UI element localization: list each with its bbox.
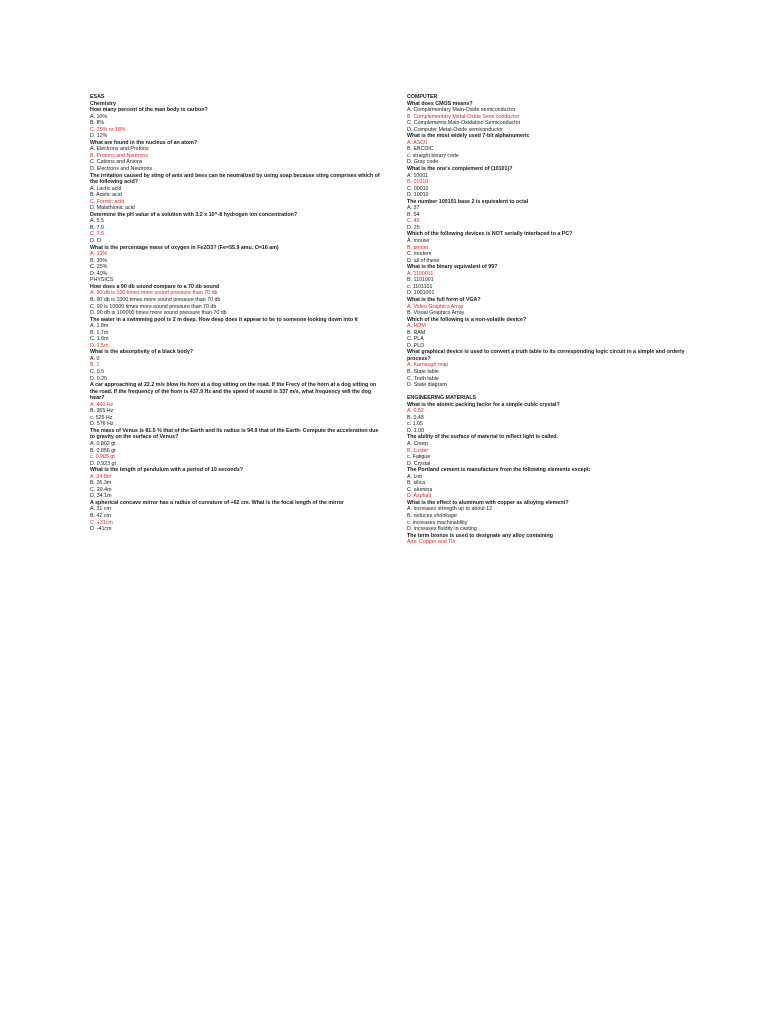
right-question-line: Which of the following is a non-volatile device? — [407, 316, 527, 323]
left-option-line: D. 40% — [90, 270, 108, 277]
right-question-line: What is the binary equivalent of 99? — [407, 264, 498, 271]
right-option-line: A. 37 — [407, 205, 420, 212]
right-question-line: What is the full form of VGA? — [407, 296, 481, 303]
right-option-line: C. PLA — [407, 336, 424, 343]
left-option-line: C. 0.5 — [90, 368, 105, 375]
left-answer-line: C. Formic acid — [90, 198, 125, 205]
right-option-line: A. mouse — [407, 238, 430, 245]
right-option-line: D. increases fluidity in casting — [407, 526, 477, 533]
right-option-line: B. EBCDIC — [407, 146, 434, 153]
left-option-line: A. 0.802 gt — [90, 440, 116, 447]
left-option-line: D. O — [90, 238, 101, 245]
right-answer-line: B. 01010 — [407, 179, 429, 186]
right-option-line: A. Complementary Main-Oxide semiconductor — [407, 107, 516, 114]
left-option-line: B. 8% — [90, 120, 105, 127]
right-question-line: COMPUTER — [407, 94, 438, 100]
left-answer-line: C. 7.5 — [90, 231, 105, 238]
right-option-line: c. Fatigue — [407, 454, 431, 461]
left-option-line: B. 30% — [90, 257, 108, 264]
left-option-line: A. 1.8m — [90, 323, 109, 330]
right-answer-line: B. Luster — [407, 447, 429, 454]
right-answer-line: A. 1100011 — [407, 270, 434, 277]
left-option-line: D. -41cm — [90, 526, 112, 533]
right-option-line: A. Lim — [407, 473, 423, 480]
left-option-line: C. Cations and Anions — [90, 159, 143, 166]
left-question-line: ESAS — [90, 94, 105, 100]
right-option-line: c. straight binary code — [407, 152, 459, 159]
left-option-line: B. 7.9 — [90, 224, 104, 231]
right-question-line: What is the effect to aluminum with copper as alloying element? — [407, 499, 569, 506]
right-option-line: C. alumina — [407, 486, 433, 493]
right-option-line: B. State table — [407, 368, 439, 375]
right-option-line: B. reduces shrinkage — [407, 513, 457, 519]
right-option-line: B. RAM — [407, 329, 426, 336]
left-question-line: What are found in the nucleus of an atom? — [90, 139, 198, 146]
left-option-line: A. 10% — [90, 113, 108, 120]
right-column — [407, 94, 687, 546]
right-question-line: Which of the following devices is NOT serially interfaced to a PC? — [407, 231, 573, 238]
right-option-line: B. 1101001 — [407, 277, 434, 284]
left-question-line: What is the percentage mass of oxygen in Fe2O3? (Fe=55.9 amu. O=16 am) — [90, 244, 279, 251]
left-answer-line: A. 90 db is 100 times more sound pressure than 70 db — [90, 290, 218, 297]
right-option-line: D. 1001001 — [407, 290, 435, 297]
left-option-line: D. 0.923 gt — [90, 460, 116, 467]
left-option-line: B. 365 Hz — [90, 408, 114, 415]
right-option-line: B. 0.48 — [407, 414, 424, 421]
left-option-line: D. 576 Hz — [90, 421, 114, 428]
left-answer-line: A. 10% — [90, 251, 108, 258]
right-option-line: C. 00010 — [407, 185, 429, 192]
left-option-line: B. 0.856 gt — [90, 447, 116, 454]
left-option-line: C. 90 is 10000 times more sound pressure than 70 db — [90, 303, 217, 310]
right-option-line: B. silica — [407, 480, 426, 487]
right-option-line: D. Gray code — [407, 159, 439, 166]
right-answer-line: A. Video Graphics Array — [407, 303, 464, 310]
right-question-line: What is the most widely used 7-bit alphanumeric — [407, 133, 530, 140]
left-question-line: A spherical concave mirror has a radius of curvature of +62 cm. What is the focal length of the mirror — [90, 499, 344, 506]
left-question-line: The mass of Venus is 81.5 % that of the Earth and its radius is 94.9 that of the Earth- Compute the acceleration due to gravity on the surface of Venus? — [90, 427, 379, 441]
left-question-line: What is the absorptivity of a black body? — [90, 349, 194, 356]
right-answer-line: Ans: Copper and Tin — [407, 539, 456, 546]
right-answer-line: A. Karnaugh map — [407, 362, 449, 369]
left-option-line: B. Acetic acid — [90, 192, 122, 199]
right-option-line: C. modem — [407, 251, 432, 258]
right-answer-line: A. ROM — [407, 323, 426, 330]
left-option-line: D. 90 db is 100000 times more sound pressure than 70 db — [90, 310, 227, 317]
left-option-line: A. 0 — [90, 355, 100, 362]
left-question-line: What is the length of pendulum with a period of 10 seconds? — [90, 467, 244, 474]
left-option-line: D. 0.25 — [90, 375, 108, 382]
left-option-line: D. 12% — [90, 133, 108, 140]
right-option-line: D. Computer Metal-Oxide semiconductor — [407, 126, 503, 133]
right-option-line: D. all of these — [407, 257, 440, 264]
left-answer-line: B. Protons and Neutrons — [90, 152, 149, 159]
left-option-line: D. 34.1m — [90, 493, 112, 500]
right-option-line: C. Complements Main-Oxidation Semiconductor — [407, 120, 521, 127]
left-question-line: The irritation caused by sting of ants and bees can be neutralized by using soap because sting comprises which of the following acid? — [90, 172, 380, 186]
right-question-line: The ability of the surface of material to reflect light is called. — [407, 434, 558, 441]
right-question-line: ENGINEERING MATERIALS — [407, 395, 477, 402]
right-question-line: What is the atomic packing factor for a simple cubic crystal? — [407, 401, 560, 408]
right-question-line: What graphical device is used to convert a truth table to its corresponding logic circuit in a simple and orderly process? — [407, 349, 685, 362]
right-option-line: D. 25 — [407, 224, 420, 231]
right-option-line: A. Creep — [407, 440, 428, 447]
right-option-line: c. 1.05 — [407, 421, 423, 428]
left-question-line: Determine the pH value of a solution with 3.2 x 10^-8 hydrogen ion concentration? — [90, 211, 298, 218]
left-option-line: D. Malathionic acid — [90, 205, 135, 212]
right-answer-line: C. 45 — [407, 218, 420, 225]
left-option-line: C. 29.4m — [90, 486, 112, 493]
left-option-line: B. 42 cm — [90, 513, 111, 519]
right-answer-line: B. Complementary Metal-Oxide Semi conductor — [407, 113, 520, 120]
right-option-line: D. 1.00 — [407, 427, 425, 434]
left-option-line: B. 1.7m — [90, 329, 109, 336]
left-question-line: How does a 90 db sound compare to a 70 db sound — [90, 283, 220, 290]
left-answer-line: C. +31cm — [90, 519, 113, 526]
left-answer-line: D. 1.5m — [90, 342, 109, 349]
left-option-line: D. Electrons and Neutrons — [90, 166, 153, 173]
right-option-line: B. Visual Graphics Array — [407, 310, 465, 317]
left-option-line: A. Lactic acid — [90, 185, 122, 192]
right-option-line: c. 1101101 — [407, 283, 433, 290]
right-question-line: What is the one's complement of (10101)? — [407, 166, 513, 173]
right-question-line: The term bronze is used to designate any alloy containing — [407, 532, 553, 539]
right-option-line: D. State diagram — [407, 382, 447, 389]
right-option-line: D. 10010 — [407, 192, 429, 199]
left-option-line: B. 26.3m — [90, 480, 112, 487]
right-question-line: The number 100101 base 2 is equivalent to octal — [407, 198, 529, 205]
right-option-line: D. Crystal — [407, 460, 431, 467]
left-option-line: B. 90 db is 1000 times more sound pressure than 70 db — [90, 296, 221, 303]
left-option-line: C. 1.6m — [90, 336, 109, 343]
left-option-line: A. 5.5 — [90, 218, 104, 225]
right-option-line: C. Truth table — [407, 375, 439, 382]
right-option-line: c. increases machinability — [407, 519, 468, 526]
right-option-line: A. 10001 — [407, 172, 429, 179]
right-answer-line: A. ASCII — [407, 139, 428, 146]
left-question-line: How many percent of the man body is carbon? — [90, 107, 208, 114]
left-answer-line: A. 24.8m — [90, 473, 112, 480]
left-column — [90, 94, 380, 533]
left-question-line: A car approaching at 22.2 m/s blow its horn at a dog sitting on the road. If the Frecy of the horn at a dog sitting on the road. If the frequency of the horn is 437.9 Hz and the speed of sound is 337 m/s, what frequency will the dog hear? — [90, 382, 377, 402]
right-answer-line: D. Asphalt — [407, 493, 432, 500]
left-answer-line: A. 460 Hz — [90, 401, 114, 408]
right-option-line: D. PLD — [407, 342, 425, 349]
left-option-line: c. 525 Hz — [90, 414, 113, 421]
left-option-line: PHYSICS — [90, 277, 114, 284]
left-answer-line: c. 0.905 gt — [90, 454, 115, 461]
left-question-line: The water in a swimming pool is 2 m deep. How deep does it appear to be to someone looking down into it — [90, 316, 358, 323]
right-answer-line: B. printer — [407, 244, 429, 251]
right-option-line: B. 54 — [407, 211, 420, 218]
left-answer-line: C. 20% or 18% — [90, 126, 126, 133]
right-option-line: A. increases strength up to about 12 — [407, 506, 493, 513]
right-answer-line: A. 0.52 — [407, 408, 424, 415]
right-question-line: The Portland cement is manufacture from the following elements except: — [407, 467, 591, 474]
left-answer-line: B. 1 — [90, 362, 100, 369]
right-question-line: What does CMOS means? — [407, 100, 473, 107]
left-option-line: A. Electrons and Protons — [90, 146, 149, 153]
left-option-line: A. 31 cm — [90, 506, 111, 513]
left-question-line: Chemistry — [90, 100, 116, 107]
left-option-line: C. 25% — [90, 264, 108, 271]
